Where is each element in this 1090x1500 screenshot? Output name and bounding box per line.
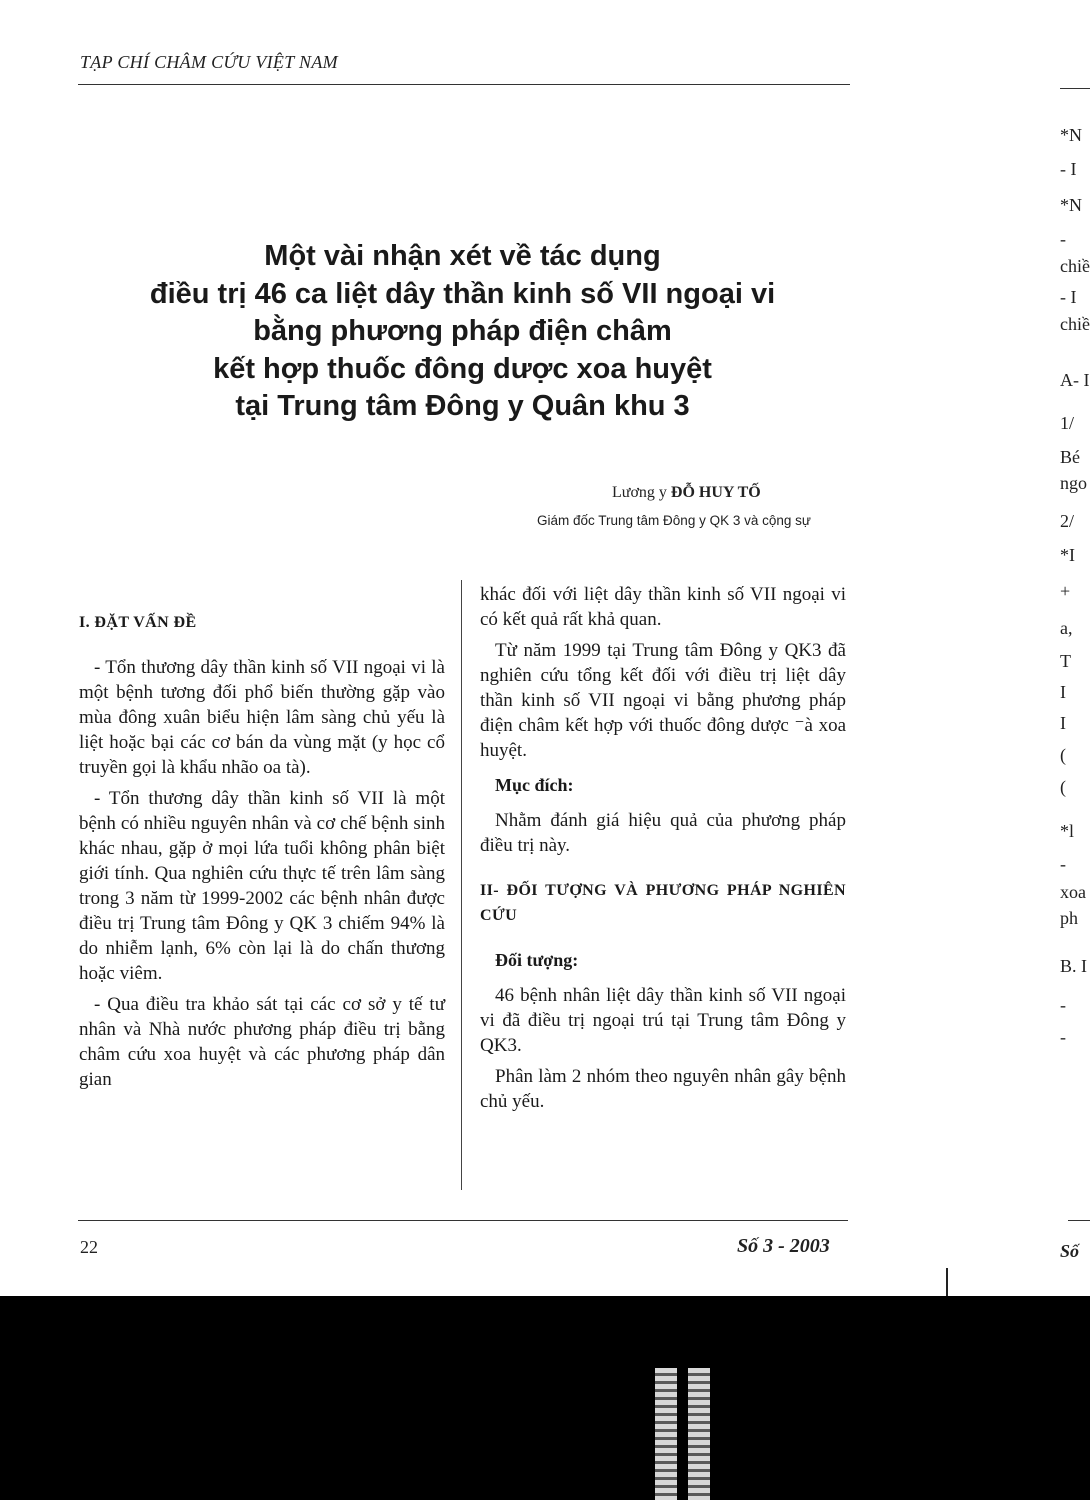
title-line: điều trị 46 ca liệt dây thần kinh số VII ngoại vi (149, 277, 776, 310)
purpose-heading: Mục đích: (495, 775, 574, 795)
paragraph: Phân làm 2 nhóm theo nguyên nhân gây bệnh chủ yếu. (480, 1066, 846, 1112)
next-page-fragment: B. I (1060, 956, 1087, 976)
next-page-fragment: ph (1060, 908, 1078, 928)
next-page-fragment: *N (1060, 125, 1082, 145)
next-page-fragment: *l (1060, 821, 1075, 841)
article-title (90, 238, 835, 426)
next-page-fragment: A- I (1060, 370, 1090, 390)
next-page-fragment: + (1060, 581, 1071, 601)
middle-column (480, 582, 846, 1114)
title-line: Một vài nhận xét về tác dụng (264, 240, 661, 272)
next-page-fragment: 1/ (1060, 413, 1075, 433)
next-page-fragment: a, (1060, 618, 1073, 638)
author-affiliation: Giám đốc Trung tâm Đông y QK 3 và cộng sự (537, 513, 811, 528)
next-page-fragment: - (1060, 229, 1066, 249)
next-page-fragment: T (1060, 651, 1071, 671)
section-heading-1: I. ĐẶT VẤN ĐỀ (79, 614, 197, 631)
next-page-fragment: I (1060, 713, 1066, 733)
scan-calibration-bar (688, 1368, 710, 1500)
title-line: bằng phương pháp điện châm (253, 315, 672, 347)
journal-header: TẠP CHÍ CHÂM CỨU VIỆT NAM (80, 52, 338, 72)
left-column (79, 610, 445, 1092)
paragraph: - Tổn thương dây thần kinh số VII là một bệnh có nhiều nguyên nhân và cơ chế bệnh sinh khác nhau, gặp ở mọi lứa tuổi không phân biệt giới tính. Qua nghiên cứu thực tế trên lâm sàng trong 3 năm từ 1999-2002 các bệnh nhân được điều trị Trung tâm Đông y QK 3 chiếm 94% là do nhiễm lạnh, 6% còn lại là do chấn thương hoặc viêm. (79, 788, 445, 984)
author-prefix: Lương y (612, 484, 667, 501)
next-page-fragment: - I (1060, 287, 1077, 307)
next-page-fragment: - I (1060, 159, 1077, 179)
next-page-fragment: ( (1060, 745, 1066, 765)
author-name: ĐỖ HUY TỐ (670, 484, 761, 501)
next-page-fragment: Bé (1060, 447, 1080, 467)
author-line (612, 484, 761, 502)
footer-rule-next-page (1068, 1220, 1090, 1221)
next-page-fragment: chiề (1060, 256, 1090, 276)
paragraph: Nhằm đánh giá hiệu quả của phương pháp điều trị này. (480, 810, 846, 856)
header-rule (78, 84, 850, 85)
next-page-fragment: I (1060, 682, 1066, 702)
footer-rule (78, 1220, 848, 1221)
section-heading-2: II- ĐỐI TƯỢNG VÀ PHƯƠNG PHÁP NGHIÊN CỨU (480, 882, 846, 924)
page-number: 22 (80, 1237, 98, 1257)
title-line: tại Trung tâm Đông y Quân khu 3 (235, 390, 690, 422)
paragraph: Từ năm 1999 tại Trung tâm Đông y QK3 đã nghiên cứu tổng kết đối với điều trị liệt dây thần kinh số VII ngoại vi bằng phương pháp điện châm kết hợp với thuốc đông dược ⁻à xoa huyệt. (480, 640, 846, 761)
title-line: kết hợp thuốc đông dược xoa huyệt (213, 352, 712, 385)
next-page-fragment: *I (1060, 545, 1075, 565)
next-page-fragment: *N (1060, 195, 1082, 215)
paragraph: - Qua điều tra khảo sát tại các cơ sở y tế tư nhân và Nhà nước phương pháp điều trị bằng châm cứu xoa huyệt và các phương pháp dân gian (79, 994, 445, 1090)
subjects-heading: Đối tượng: (495, 950, 579, 970)
next-page-fragment: - (1060, 995, 1066, 1015)
next-page-fragment: xoa (1060, 882, 1086, 902)
next-page-fragment: Số (1060, 1241, 1080, 1261)
next-page-fragment: chiề (1060, 314, 1090, 334)
next-page-fragment: ( (1060, 777, 1066, 797)
scan-calibration-bar (655, 1368, 677, 1500)
column-divider (461, 580, 462, 1190)
next-page-fragment: - (1060, 1027, 1066, 1047)
paragraph: - Tổn thương dây thần kinh số VII ngoại vi là một bệnh tương đối phổ biến thường gặp vào mùa đông xuân biểu hiện lâm sàng chủ yếu là liệt hoặc bại các cơ bán da vùng mặt (y học cổ truyền gọi là khẩu nhão oa tà). (79, 657, 445, 778)
scan-border (0, 1296, 1090, 1500)
next-page-fragment: 2/ (1060, 511, 1075, 531)
next-page-fragment: ngo (1060, 473, 1087, 493)
issue-label: Số 3 - 2003 (737, 1235, 830, 1257)
header-rule-next-page (1060, 88, 1090, 89)
paragraph: 46 bệnh nhân liệt dây thần kinh số VII ngoại vi đã điều trị ngoại trú tại Trung tâm Đông y QK3. (480, 985, 846, 1056)
next-page-fragment: - (1060, 854, 1066, 874)
paragraph: khác đối với liệt dây thần kinh số VII ngoại vi có kết quả rất khả quan. (480, 584, 846, 630)
